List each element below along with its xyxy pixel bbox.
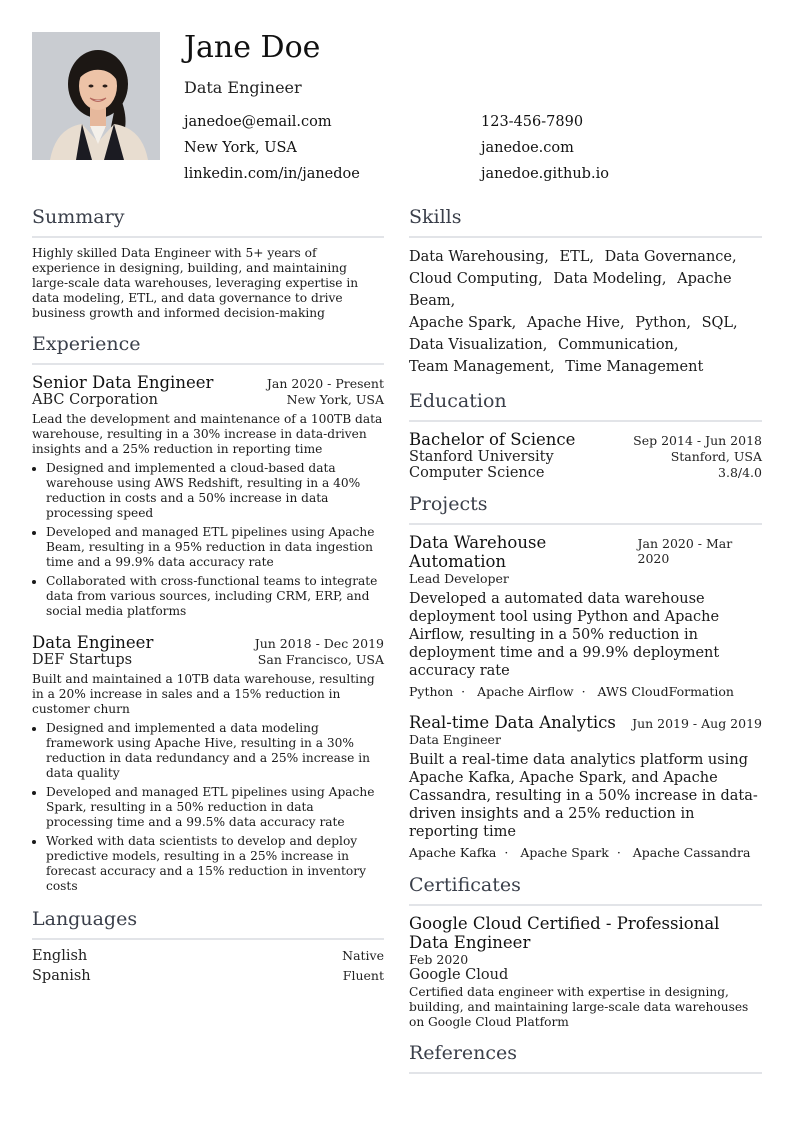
skill-item: ETL xyxy=(559,249,590,265)
experience-heading: Experience xyxy=(32,333,384,365)
project-tags: Python · Apache Airflow · AWS CloudFormation xyxy=(409,684,734,699)
job-company: ABC Corporation xyxy=(32,392,158,408)
job-entry xyxy=(32,373,384,619)
skill-item: Python xyxy=(635,315,687,331)
job-dates: Jun 2018 - Dec 2019 xyxy=(254,636,384,651)
contact-linkedin[interactable]: linkedin.com/in/janedoe xyxy=(184,166,360,182)
project-role: Data Engineer xyxy=(409,732,501,747)
job-location: New York, USA xyxy=(286,392,384,407)
language-row xyxy=(32,968,384,984)
language-level: Fluent xyxy=(342,968,384,983)
project-tag: Apache Kafka xyxy=(409,845,497,860)
project-tag: Python xyxy=(409,684,454,699)
certificate-name: Google Cloud Certified - Professional Data Engineer xyxy=(409,914,720,952)
contact-github[interactable]: janedoe.github.io xyxy=(481,166,609,182)
education-heading: Education xyxy=(409,390,762,422)
summary-text: Highly skilled Data Engineer with 5+ years of experience in designing, building, and maintaining large-scale data warehouses, leveraging expertise in data modeling, ETL, and data governance to drive business growth and informed decision-making xyxy=(32,246,359,320)
education-school: Stanford University xyxy=(409,449,554,465)
education-degree: Bachelor of Science xyxy=(409,430,576,449)
job-bullets xyxy=(32,461,384,619)
project-role: Lead Developer xyxy=(409,571,509,586)
languages-section xyxy=(32,908,384,984)
project-entry xyxy=(409,533,762,699)
skill-item: Data Warehousing xyxy=(409,249,545,265)
project-description: Developed a automated data warehouse deployment tool using Python and Apache Airflow, resulting in a 50% reduction in deployment time and a 99.9% deployment accuracy rate xyxy=(409,591,720,679)
job-bullets xyxy=(32,721,384,894)
projects-section xyxy=(409,493,762,860)
project-tag: Apache Spark xyxy=(520,845,609,860)
contact-email[interactable]: janedoe@email.com xyxy=(184,114,332,130)
left-column xyxy=(32,206,384,996)
skill-item: Data Visualization xyxy=(409,337,543,353)
job-bullet: • Worked with data scientists to develop and deploy predictive models, resulting in a 25% increase in forecast accuracy and a 15% reduction in inventory costs xyxy=(46,834,384,894)
project-tag: Apache Cassandra xyxy=(632,845,751,860)
project-dates: Jun 2019 - Aug 2019 xyxy=(632,716,762,731)
project-tags: Apache Kafka · Apache Spark · Apache Cassandra xyxy=(409,845,751,860)
candidate-name: Jane Doe xyxy=(184,30,321,65)
experience-section xyxy=(32,333,384,894)
education-location: Stanford, USA xyxy=(670,449,762,464)
education-field: Computer Science xyxy=(409,465,545,481)
education-section xyxy=(409,390,762,481)
project-entry xyxy=(409,713,762,860)
job-summary: Lead the development and maintenance of a 100TB data warehouse, resulting in a 30% increase in data-driven insights and a 25% reduction in reporting time xyxy=(32,412,383,456)
job-title: Senior Data Engineer xyxy=(32,373,214,392)
project-tag: AWS CloudFormation xyxy=(597,684,734,699)
skill-item: Team Management xyxy=(409,359,550,375)
certificates-heading: Certificates xyxy=(409,874,762,906)
job-summary: Built and maintained a 10TB data warehouse, resulting in a 20% increase in sales and a 15% reduction in customer churn xyxy=(32,672,375,716)
project-title: Real-time Data Analytics xyxy=(409,713,616,732)
job-bullet: • Collaborated with cross-functional teams to integrate data from various sources, including CRM, ERP, and social media platforms xyxy=(46,574,384,619)
references-heading: References xyxy=(409,1042,762,1074)
skill-item: Communication xyxy=(557,337,674,353)
contact-phone[interactable]: 123-456-7890 xyxy=(481,114,584,130)
references-section xyxy=(409,1042,762,1074)
job-entry xyxy=(32,633,384,894)
job-bullet: • Designed and implemented a cloud-based data warehouse using AWS Redshift, resulting in a 40% reduction in costs and a 50% increase in data processing speed xyxy=(46,461,384,521)
project-description: Built a real-time data analytics platform using Apache Kafka, Apache Spark, and Apache Cassandra, resulting in a 50% increase in data-driven insights and a 25% reduction in reporting time xyxy=(409,752,758,840)
job-company: DEF Startups xyxy=(32,652,133,668)
summary-section xyxy=(32,206,384,321)
skills-heading: Skills xyxy=(409,206,762,238)
language-level: Native xyxy=(342,948,384,963)
certificate-description: Certified data engineer with expertise in designing, building, and maintaining large-scale data warehouses on Google Cloud Platform xyxy=(409,985,749,1029)
certificate-issuer: Google Cloud xyxy=(409,967,509,983)
project-tag: Apache Airflow xyxy=(477,684,574,699)
language-name: Spanish xyxy=(32,968,91,984)
job-title: Data Engineer xyxy=(32,633,154,652)
education-dates: Sep 2014 - Jun 2018 xyxy=(633,433,762,448)
skill-item: Time Management xyxy=(565,359,704,375)
contact-location: New York, USA xyxy=(184,140,297,156)
skill-item: Data Governance xyxy=(604,249,732,265)
project-dates: Jan 2020 - Mar 2020 xyxy=(637,536,733,566)
language-name: English xyxy=(32,948,88,964)
project-title: Data Warehouse Automation xyxy=(409,533,547,571)
education-gpa: 3.8/4.0 xyxy=(718,465,762,480)
skills-section xyxy=(409,206,762,378)
contact-website[interactable]: janedoe.com xyxy=(481,140,574,156)
candidate-title: Data Engineer xyxy=(184,78,302,97)
skill-item: Apache Spark xyxy=(409,315,512,331)
profile-photo xyxy=(32,32,160,160)
job-bullet: • Developed and managed ETL pipelines using Apache Spark, resulting in a 50% reduction in data processing time and a 99.5% data accuracy rate xyxy=(46,785,384,830)
languages-heading: Languages xyxy=(32,908,384,940)
skill-item: SQL xyxy=(701,315,734,331)
right-column xyxy=(409,206,762,1086)
summary-heading: Summary xyxy=(32,206,384,238)
certificate-date: Feb 2020 xyxy=(409,952,469,967)
language-row xyxy=(32,948,384,964)
skills-list: Data Warehousing, ETL, Data Governance, Cloud Computing, Data Modeling, Apache Beam, Apache Spark, Apache Hive, Python, SQL, Data Visualization, Communication, Team Management, Time Management xyxy=(409,249,738,375)
skill-item: Apache Beam xyxy=(409,271,732,309)
job-dates: Jan 2020 - Present xyxy=(266,376,384,391)
skill-item: Apache Hive xyxy=(526,315,620,331)
certificates-section xyxy=(409,874,762,1030)
projects-heading: Projects xyxy=(409,493,762,525)
skill-item: Cloud Computing xyxy=(409,271,538,287)
job-location: San Francisco, USA xyxy=(257,652,384,667)
skill-item: Data Modeling xyxy=(553,271,662,287)
job-bullet: • Designed and implemented a data modeling framework using Apache Hive, resulting in a 30% reduction in data redundancy and a 25% increase in data quality xyxy=(46,721,384,781)
job-bullet: • Developed and managed ETL pipelines using Apache Beam, resulting in a 95% reduction in data ingestion time and a 99.9% data accuracy rate xyxy=(46,525,384,570)
